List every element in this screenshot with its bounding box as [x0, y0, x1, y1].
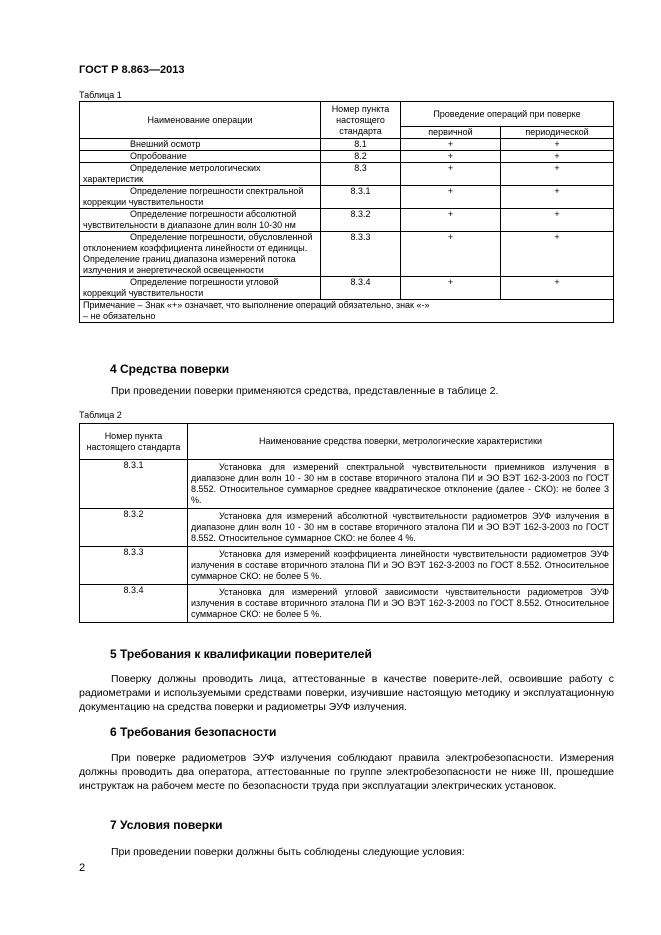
operation-name: Внешний осмотр	[80, 139, 321, 151]
table-row	[80, 186, 614, 209]
header-periodic: периодической	[501, 127, 614, 139]
operation-name: Определение погрешности угловой коррекций чувствительности	[80, 277, 321, 300]
table-row	[80, 585, 614, 623]
table1-caption: Таблица 1	[79, 90, 122, 100]
clause-number: 8.3.1	[80, 460, 188, 509]
table-row	[80, 277, 614, 300]
periodic-mark: +	[501, 232, 614, 277]
clause-number: 8.3.4	[80, 585, 188, 623]
table-row	[80, 139, 614, 151]
operation-name: Определение погрешности, обусловленной отклонением коэффициента линейности от единицы. Определение границ диапазона измерений потока излучения и энергетической освещенности	[80, 232, 321, 277]
header-operations: Проведение операций при поверке	[401, 102, 614, 127]
periodic-mark: +	[501, 139, 614, 151]
table-row	[80, 232, 614, 277]
section-7-title: 7 Условия поверки	[110, 818, 223, 832]
instruments-table	[79, 423, 614, 623]
instrument-description: Установка для измерений угловой зависимости чувствительности радиометров ЭУФ излучения в составе вторичного эталона ПИ и ЭО ВЭТ 162-3-2003 по ГОСТ 8.552. Относительное суммарное СКО: не более 5 %.	[188, 585, 614, 623]
header-primary: первичной	[401, 127, 501, 139]
instrument-description: Установка для измерений абсолютной чувствительности радиометров ЭУФ излучения в диапазоне длин волн 10 - 30 нм в составе вторичного эталона ПИ и ЭО ВЭТ 162-3-2003 по ГОСТ 8.552. Относительное суммарное СКО: не более 4 %.	[188, 509, 614, 547]
section-5-text: Поверку должны проводить лица, аттестованные в качестве поверите-лей, освоившие работу с радиометрами и используемыми средствами поверки, изучившие настоящую методику и эксплуатационную документацию на средства поверки и радиометры ЭУФ излучения.	[79, 673, 614, 713]
clause-number: 8.3.2	[321, 209, 401, 232]
clause-number: 8.3.4	[321, 277, 401, 300]
instrument-description: Установка для измерений спектральной чувствительности приемников излучения в диапазоне длин волн 10 - 30 нм в составе вторичного эталона ПИ и ЭО ВЭТ 162-3-2003 по ГОСТ 8.552. Относительное суммарное среднее квадратическое отклонение (далее - СКО): не более 3 %.	[188, 460, 614, 509]
periodic-mark: +	[501, 277, 614, 300]
table2-caption: Таблица 2	[79, 410, 122, 420]
section-4-text: При проведении поверки применяются средства, представленные в таблице 2.	[111, 385, 499, 397]
section-7-text: При проведении поверки должны быть соблюдены следующие условия:	[111, 846, 465, 858]
section-5-title: 5 Требования к квалификации поверителей	[110, 647, 372, 661]
table-row	[80, 209, 614, 232]
header-instrument: Наименование средства поверки, метрологические характеристики	[188, 424, 614, 460]
periodic-mark: +	[501, 163, 614, 186]
primary-mark: +	[401, 163, 501, 186]
header-clause-number: Номер пункта настоящего стандарта	[80, 424, 188, 460]
operation-name: Опробование	[80, 151, 321, 163]
periodic-mark: +	[501, 186, 614, 209]
instrument-description: Установка для измерений коэффициента линейности чувствительности радиометров ЭУФ излучения в составе вторичного эталона ПИ и ЭО ВЭТ 162-3-2003 по ГОСТ 8.552. Относительное суммарное СКО: не более 5 %.	[188, 547, 614, 585]
periodic-mark: +	[501, 209, 614, 232]
primary-mark: +	[401, 139, 501, 151]
page-number: 2	[79, 862, 86, 874]
table-row	[80, 163, 614, 186]
primary-mark: +	[401, 277, 501, 300]
table-row	[80, 509, 614, 547]
clause-number: 8.3.3	[80, 547, 188, 585]
document-header: ГОСТ Р 8.863—2013	[79, 64, 185, 76]
section-6-title: 6 Требования безопасности	[110, 725, 277, 739]
operation-name: Определение погрешности спектральной коррекции чувствительности	[80, 186, 321, 209]
periodic-mark: +	[501, 151, 614, 163]
clause-number: 8.3.1	[321, 186, 401, 209]
primary-mark: +	[401, 151, 501, 163]
operation-name: Определение метрологических характеристик	[80, 163, 321, 186]
operations-table	[79, 101, 614, 323]
table-row	[80, 460, 614, 509]
primary-mark: +	[401, 186, 501, 209]
section-4-title: 4 Средства поверки	[110, 362, 230, 376]
operation-name: Определение погрешности абсолютной чувствительности в диапазоне длин волн 10-30 нм	[80, 209, 321, 232]
clause-number: 8.3.3	[321, 232, 401, 277]
clause-number: 8.1	[321, 139, 401, 151]
header-clause-number: Номер пункта настоящего стандарта	[321, 102, 401, 139]
clause-number: 8.2	[321, 151, 401, 163]
table-row	[80, 547, 614, 585]
section-6-text: При поверке радиометров ЭУФ излучения соблюдают правила электробезопасности. Измерения должны проводить два оператора, аттестованные по группе электробезопасности не ниже III, прошедшие инструктаж на рабочем месте по безопасности труда при эксплуатации электрических установок.	[79, 752, 614, 792]
clause-number: 8.3.2	[80, 509, 188, 547]
table-note: Примечание – Знак «+» означает, что выполнение операций обязательно, знак «-» – не обязательно	[80, 300, 614, 323]
header-operation-name: Наименование операции	[80, 102, 321, 139]
primary-mark: +	[401, 232, 501, 277]
clause-number: 8.3	[321, 163, 401, 186]
table-row	[80, 151, 614, 163]
primary-mark: +	[401, 209, 501, 232]
